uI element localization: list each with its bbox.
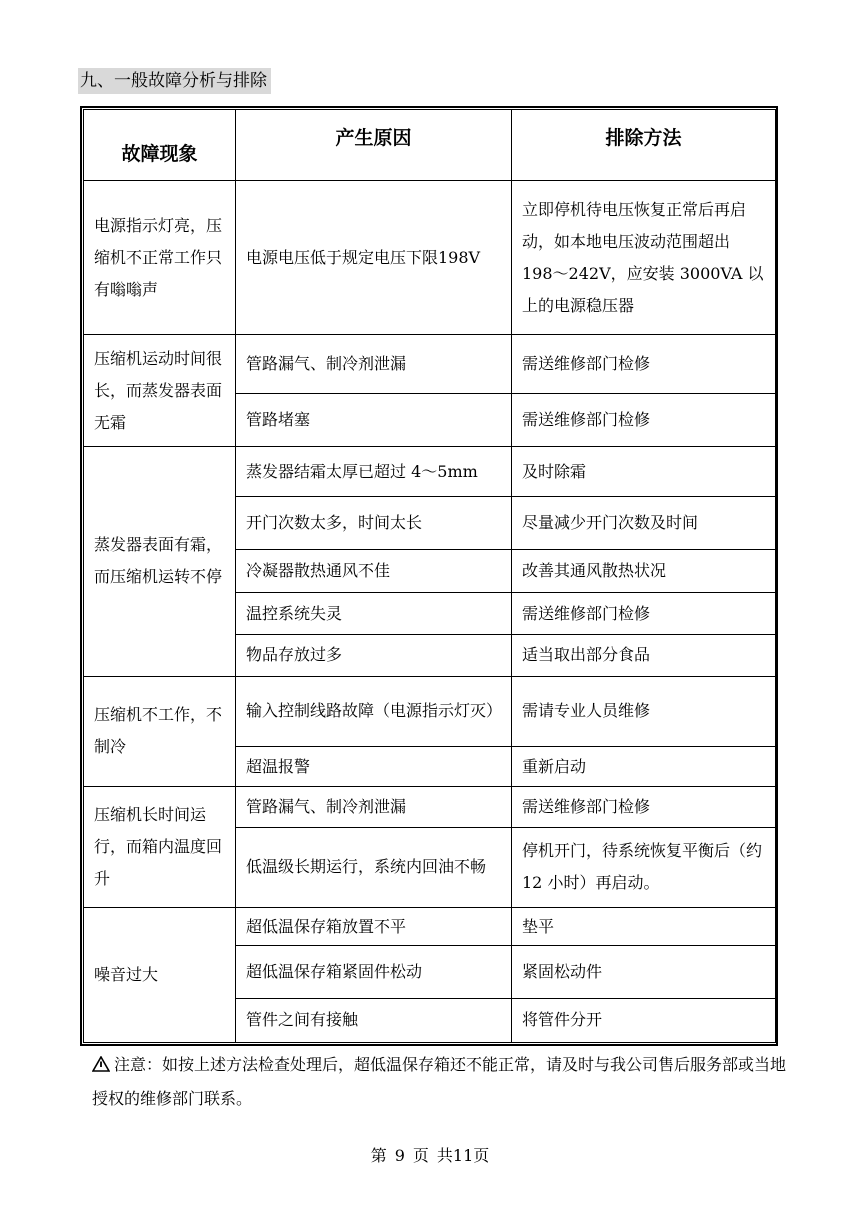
warning-note — [92, 1048, 792, 1116]
footer-prefix: 第 — [370, 1146, 387, 1165]
solution-cell: 将管件分开 — [512, 998, 776, 1042]
cause-cell: 超低温保存箱放置不平 — [236, 908, 512, 946]
table-row — [84, 181, 776, 335]
header-solution: 排除方法 — [512, 110, 776, 181]
warning-note-text: 注意：如按上述方法检查处理后，超低温保存箱还不能正常，请及时与我公司售后服务部或当地授权的维修部门联系。 — [92, 1055, 787, 1108]
cause-cell: 开门次数太多，时间太长 — [236, 497, 512, 549]
symptom-cell: 噪音过大 — [84, 908, 236, 1043]
table-header-row — [84, 110, 776, 181]
solution-cell: 需送维修部门检修 — [512, 593, 776, 635]
cause-cell: 管路堵塞 — [236, 393, 512, 446]
symptom-cell: 电源指示灯亮，压缩机不正常工作只有嗡嗡声 — [84, 181, 236, 335]
cause-cell: 低温级长期运行，系统内回油不畅 — [236, 827, 512, 908]
section-title: 九、一般故障分析与排除 — [78, 68, 271, 94]
footer-page-number: 9 — [394, 1146, 405, 1165]
solution-cell: 需送维修部门检修 — [512, 393, 776, 446]
solution-cell: 改善其通风散热状况 — [512, 549, 776, 592]
cause-cell: 冷凝器散热通风不佳 — [236, 549, 512, 592]
header-symptom: 故障现象 — [84, 110, 236, 181]
solution-cell: 需送维修部门检修 — [512, 787, 776, 827]
cause-cell: 温控系统失灵 — [236, 593, 512, 635]
table-row — [84, 787, 776, 827]
cause-cell: 输入控制线路故障（电源指示灯灭） — [236, 676, 512, 746]
solution-cell: 尽量减少开门次数及时间 — [512, 497, 776, 549]
solution-cell: 适当取出部分食品 — [512, 635, 776, 676]
symptom-cell: 压缩机运动时间很长，而蒸发器表面无霜 — [84, 335, 236, 447]
cause-cell: 物品存放过多 — [236, 635, 512, 676]
page-footer — [0, 1143, 860, 1166]
footer-total-pages: 共11页 — [436, 1146, 490, 1165]
cause-cell: 超低温保存箱紧固件松动 — [236, 946, 512, 998]
table-row — [84, 335, 776, 393]
symptom-cell: 压缩机不工作，不制冷 — [84, 676, 236, 787]
solution-cell: 重新启动 — [512, 747, 776, 787]
table-row — [84, 676, 776, 746]
symptom-cell: 蒸发器表面有霜，而压缩机运转不停 — [84, 447, 236, 676]
solution-cell: 及时除霜 — [512, 447, 776, 497]
solution-cell: 停机开门，待系统恢复平衡后（约 12 小时）再启动。 — [512, 827, 776, 908]
symptom-cell: 压缩机长时间运行，而箱内温度回升 — [84, 787, 236, 908]
solution-cell: 垫平 — [512, 908, 776, 946]
footer-page-label: 页 — [412, 1146, 429, 1165]
solution-cell: 立即停机待电压恢复正常后再启动，如本地电压波动范围超出 198～242V，应安装 3000VA 以上的电源稳压器 — [512, 181, 776, 335]
header-cause: 产生原因 — [236, 110, 512, 181]
cause-cell: 超温报警 — [236, 747, 512, 787]
cause-cell: 管路漏气、制冷剂泄漏 — [236, 335, 512, 393]
warning-icon — [92, 1056, 110, 1072]
cause-cell: 蒸发器结霜太厚已超过 4～5mm — [236, 447, 512, 497]
table-row — [84, 447, 776, 497]
solution-cell: 需送维修部门检修 — [512, 335, 776, 393]
solution-cell: 需请专业人员维修 — [512, 676, 776, 746]
cause-cell: 管路漏气、制冷剂泄漏 — [236, 787, 512, 827]
table-row — [84, 908, 776, 946]
cause-cell: 电源电压低于规定电压下限198V — [236, 181, 512, 335]
fault-table — [83, 109, 776, 1043]
cause-cell: 管件之间有接触 — [236, 998, 512, 1042]
solution-cell: 紧固松动件 — [512, 946, 776, 998]
